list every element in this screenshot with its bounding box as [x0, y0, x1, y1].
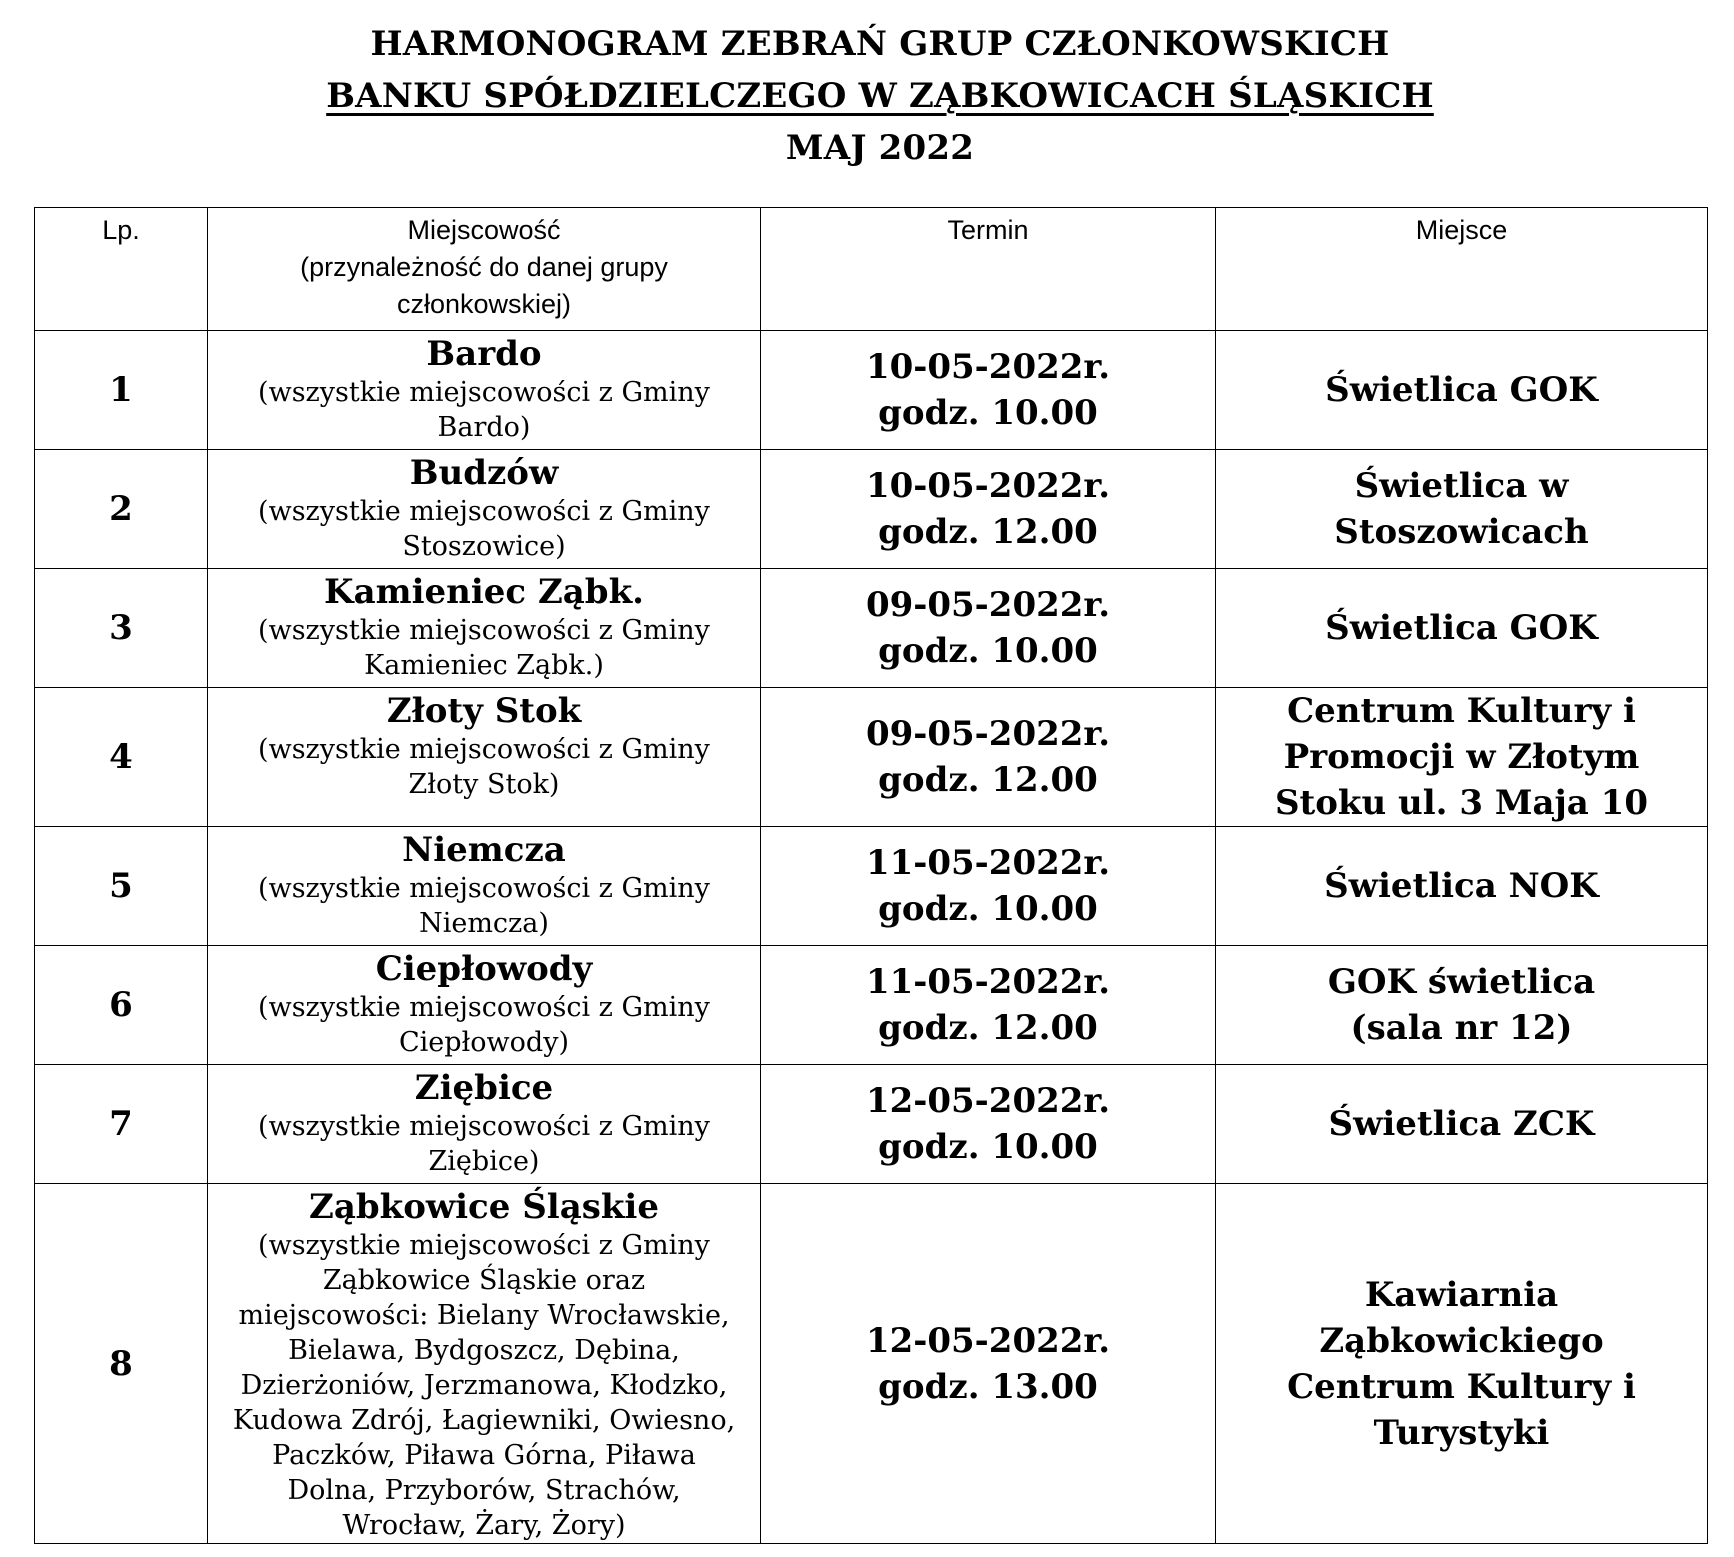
- table-row: [35, 688, 1708, 827]
- table-header-row: [35, 208, 1708, 331]
- town-description: (wszystkie miejscowości z Gminy Ząbkowice Śląskie oraz miejscowości: Bielany Wrocławskie, Bielawa, Bydgoszcz, Dębina, Dzierżoniów, Jerzmanowa, Kłodzko, Kudowa Zdrój, Łagiewniki, Owiesno, Paczków, Piława Górna, Piława Dolna, Przyborów, Strachów, Wrocław, Żary, Żory): [232, 1230, 736, 1541]
- table-row: [35, 450, 1708, 569]
- column-header-town-line-2: (przynależność do danej grupy: [300, 252, 668, 282]
- town-description: (wszystkie miejscowości z Gminy Ciepłowody): [258, 992, 710, 1058]
- table-row: [35, 569, 1708, 688]
- title-line-3: MAJ 2022: [785, 128, 975, 168]
- column-header-lp: Lp.: [35, 208, 208, 331]
- meeting-time: godz. 10.00: [878, 393, 1098, 433]
- title-line-2: [0, 70, 1734, 122]
- table-row: [35, 827, 1708, 946]
- row-number: 1: [35, 331, 208, 450]
- row-number: 2: [35, 450, 208, 569]
- meeting-date: 11-05-2022r.: [865, 962, 1111, 1002]
- table-row: [35, 331, 1708, 450]
- town-cell: [208, 688, 761, 827]
- town-description: (wszystkie miejscowości z Gminy Ziębice): [258, 1111, 710, 1177]
- town-cell: [208, 1065, 761, 1184]
- town-cell: [208, 569, 761, 688]
- town-name: Kamieniec Ząbk.: [324, 572, 644, 612]
- meeting-time: godz. 10.00: [878, 1127, 1098, 1167]
- town-cell: [208, 450, 761, 569]
- place-cell: Świetlica w Stoszowicach: [1216, 450, 1708, 569]
- row-number: 6: [35, 946, 208, 1065]
- meeting-time: godz. 12.00: [878, 512, 1098, 552]
- schedule-table: [34, 207, 1708, 1544]
- term-cell: [761, 569, 1216, 688]
- row-number: 4: [35, 688, 208, 827]
- place-cell: Świetlica ZCK: [1216, 1065, 1708, 1184]
- place-cell: Świetlica GOK: [1216, 331, 1708, 450]
- town-description: (wszystkie miejscowości z Gminy Niemcza): [258, 873, 710, 939]
- term-cell: [761, 331, 1216, 450]
- column-header-town-line-3: członkowskiej): [396, 289, 572, 319]
- document-title: [0, 18, 1734, 174]
- town-name: Bardo: [426, 334, 542, 374]
- town-cell: [208, 331, 761, 450]
- row-number: 3: [35, 569, 208, 688]
- meeting-time: godz. 10.00: [878, 631, 1098, 671]
- meeting-time: godz. 13.00: [878, 1366, 1098, 1407]
- town-name: Ząbkowice Śląskie: [309, 1187, 659, 1227]
- town-name: Budzów: [409, 453, 559, 493]
- column-header-place: Miejsce: [1216, 208, 1708, 331]
- town-description: (wszystkie miejscowości z Gminy Złoty Stok): [258, 734, 710, 800]
- place-cell: Kawiarnia Ząbkowickiego Centrum Kultury i Turystyki: [1216, 1184, 1708, 1544]
- town-name: Ziębice: [414, 1068, 554, 1108]
- row-number: 7: [35, 1065, 208, 1184]
- place-cell: GOK świetlica (sala nr 12): [1216, 946, 1708, 1065]
- town-description: (wszystkie miejscowości z Gminy Kamieniec Ząbk.): [258, 615, 710, 681]
- town-description: (wszystkie miejscowości z Gminy Stoszowice): [258, 496, 710, 562]
- table-row: [35, 1065, 1708, 1184]
- term-cell: [761, 1065, 1216, 1184]
- row-number: 8: [35, 1184, 208, 1544]
- meeting-date: 10-05-2022r.: [865, 466, 1111, 506]
- town-cell: [208, 1184, 761, 1544]
- term-cell: [761, 450, 1216, 569]
- meeting-time: godz. 10.00: [878, 889, 1098, 929]
- meeting-date: 11-05-2022r.: [865, 843, 1111, 883]
- meeting-date: 10-05-2022r.: [865, 347, 1111, 387]
- place-cell: Centrum Kultury i Promocji w Złotym Stoku ul. 3 Maja 10: [1216, 688, 1708, 827]
- column-header-town: [208, 208, 761, 331]
- column-header-term: Termin: [761, 208, 1216, 331]
- title-line-2-text: BANKU SPÓŁDZIELCZEGO W ZĄBKOWICACH ŚLĄSKICH: [326, 76, 1434, 116]
- meeting-time: godz. 12.00: [878, 1008, 1098, 1048]
- meeting-date: 09-05-2022r.: [865, 714, 1111, 754]
- town-cell: [208, 827, 761, 946]
- table-row: [35, 1184, 1708, 1544]
- town-cell: [208, 946, 761, 1065]
- meeting-time: godz. 12.00: [878, 760, 1098, 800]
- town-name: Złoty Stok: [386, 691, 582, 731]
- place-cell: Świetlica NOK: [1216, 827, 1708, 946]
- term-cell: [761, 827, 1216, 946]
- title-line-1: HARMONOGRAM ZEBRAŃ GRUP CZŁONKOWSKICH: [370, 24, 1390, 64]
- table-row: [35, 946, 1708, 1065]
- term-cell: [761, 688, 1216, 827]
- meeting-date: 12-05-2022r.: [865, 1320, 1111, 1361]
- town-name: Niemcza: [402, 830, 566, 870]
- town-name: Ciepłowody: [375, 949, 593, 989]
- term-cell: [761, 1184, 1216, 1544]
- meeting-date: 09-05-2022r.: [865, 585, 1111, 625]
- meeting-date: 12-05-2022r.: [865, 1081, 1111, 1121]
- term-cell: [761, 946, 1216, 1065]
- place-cell: Świetlica GOK: [1216, 569, 1708, 688]
- town-description: (wszystkie miejscowości z Gminy Bardo): [258, 377, 710, 443]
- column-header-town-line-1: Miejscowość: [407, 215, 561, 245]
- row-number: 5: [35, 827, 208, 946]
